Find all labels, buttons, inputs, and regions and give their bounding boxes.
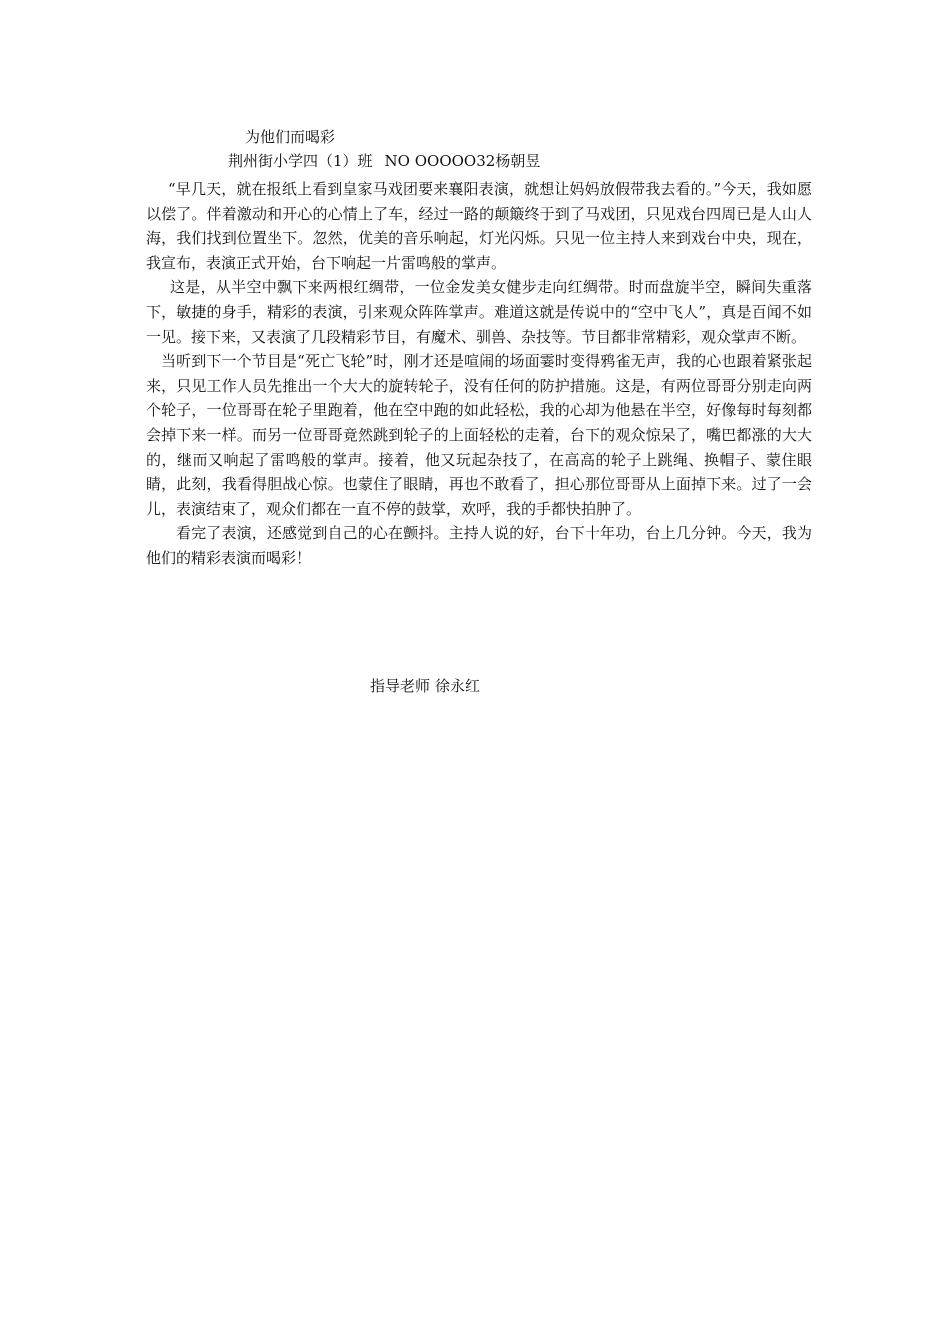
student-number: NO OOOOO32: [384, 152, 496, 170]
school-class: 荆州街小学四（1）班: [228, 152, 373, 170]
essay-body: [146, 177, 812, 571]
paragraph-4: 看完了表演，还感觉到自己的心在颤抖。主持人说的好，台下十年功，台上几分钟。今天，我为他们的精彩表演而喝彩！: [146, 524, 812, 567]
essay-title: 为他们而喝彩: [245, 128, 336, 146]
author-byline: [228, 151, 540, 171]
teacher-name: 徐永红: [435, 677, 481, 695]
teacher-label: 指导老师: [370, 677, 431, 695]
paragraph-3: 当听到下一个节目是“死亡飞轮”时，刚才还是喧闹的场面霎时变得鸦雀无声，我的心也跟着紧张起来，只见工作人员先推出一个大大的旋转轮子，没有任何的防护措施。这是，有两位哥哥分别走向两个轮子，一位哥哥在轮子里跑着，他在空中跑的如此轻松，我的心却为他悬在半空，好像每时每刻都会掉下来一样。而另一位哥哥竟然跳到轮子的上面轻松的走着，台下的观众惊呆了，嘴巴都涨的大大的，继而又响起了雷鸣般的掌声。接着，他又玩起杂技了，在高高的轮子上跳绳、换帽子、蒙住眼睛，此刻，我看得胆战心惊。也蒙住了眼睛，再也不敢看了，担心那位哥哥从上面掉下来。过了一会儿，表演结束了，观众们都在一直不停的鼓掌，欢呼，我的手都快拍肿了。: [146, 352, 812, 518]
author-name: 杨朝昱: [495, 152, 541, 170]
teacher-signature: [370, 676, 480, 696]
paragraph-2: 这是，从半空中飘下来两根红绸带，一位金发美女健步走向红绸带。时而盘旋半空，瞬间失重落下，敏捷的身手，精彩的表演，引来观众阵阵掌声。难道这就是传说中的“空中飞人”，真是百闻不如一见。接下来，又表演了几段精彩节目，有魔术、驯兽、杂技等。节目都非常精彩，观众掌声不断。: [146, 278, 812, 346]
paragraph-1: “早几天，就在报纸上看到皇家马戏团要来襄阳表演，就想让妈妈放假带我去看的。”今天，我如愿以偿了。伴着激动和开心的心情上了车，经过一路的颠簸终于到了马戏团，只见戏台四周已是人山人海，我们找到位置坐下。忽然，优美的音乐响起，灯光闪烁。只见一位主持人来到戏台中央，现在，我宣布，表演正式开始，台下响起一片雷鸣般的掌声。: [146, 180, 812, 272]
